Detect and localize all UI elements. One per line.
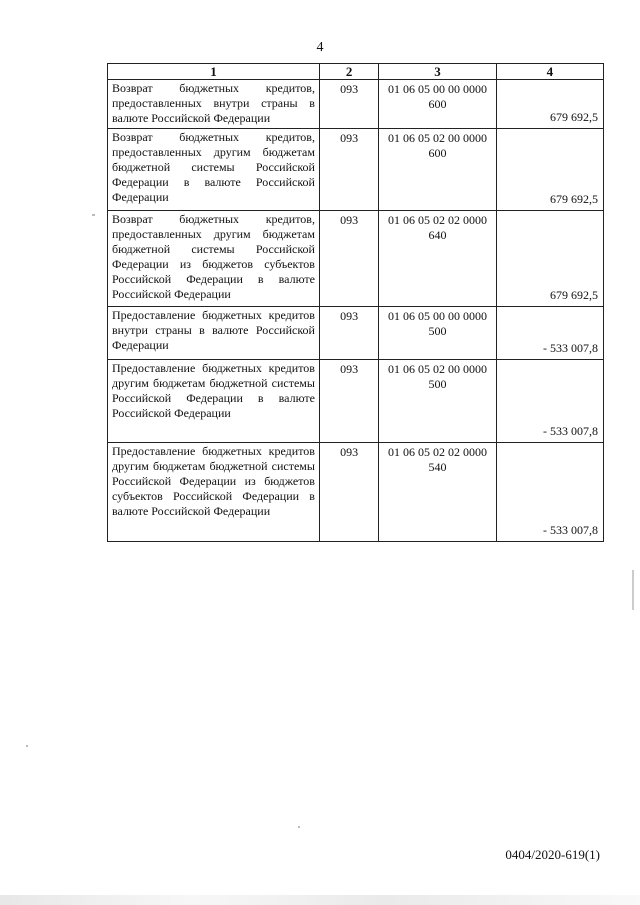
- row-kbk-code: 01 06 05 02 02 0000 540: [379, 443, 497, 542]
- row-amount: 679 692,5: [496, 129, 603, 211]
- table-row: [108, 443, 604, 542]
- header-col-2: 2: [319, 64, 378, 80]
- row-name: Предоставление бюджетных кредитов другим бюджетам бюджетной системы Российской Федерации из бюджетов субъектов Российской Федерации в валюте Российской Федерации: [108, 443, 320, 542]
- row-name: Предоставление бюджетных кредитов другим бюджетам бюджетной системы Российской Федерации в валюте Российской Федерации: [108, 360, 320, 443]
- row-kbk-code: 01 06 05 02 02 0000 640: [379, 211, 497, 307]
- scan-speck: [26, 745, 28, 747]
- row-admin-code: 093: [319, 211, 378, 307]
- row-admin-code: 093: [319, 80, 378, 129]
- table-row: [108, 360, 604, 443]
- document-registration-number: 0404/2020-619(1): [505, 847, 600, 862]
- row-kbk-code: 01 06 05 00 00 0000 500: [379, 307, 497, 360]
- header-col-3: 3: [379, 64, 497, 80]
- table-row: [108, 80, 604, 129]
- scan-speck: [92, 214, 95, 216]
- row-kbk-code: 01 06 05 02 00 0000 500: [379, 360, 497, 443]
- row-kbk-code: 01 06 05 00 00 0000 600: [379, 80, 497, 129]
- row-kbk-code: 01 06 05 02 00 0000 600: [379, 129, 497, 211]
- row-admin-code: 093: [319, 360, 378, 443]
- table-row: [108, 211, 604, 307]
- row-amount: - 533 007,8: [496, 443, 603, 542]
- row-amount: - 533 007,8: [496, 360, 603, 443]
- budget-table: [107, 63, 604, 542]
- table-header-row: [108, 64, 604, 80]
- row-admin-code: 093: [319, 129, 378, 211]
- table-row: [108, 307, 604, 360]
- page-number: 4: [316, 40, 324, 55]
- row-admin-code: 093: [319, 443, 378, 542]
- header-col-4: 4: [496, 64, 603, 80]
- table-row: [108, 129, 604, 211]
- row-amount: 679 692,5: [496, 211, 603, 307]
- row-name: Предоставление бюджетных кредитов внутри страны в валюте Российской Федерации: [108, 307, 320, 360]
- scan-speck: [298, 826, 300, 828]
- row-admin-code: 093: [319, 307, 378, 360]
- scan-edge-mark: [632, 570, 634, 610]
- row-name: Возврат бюджетных кредитов, предоставленных внутри страны в валюте Российской Федерации: [108, 80, 320, 129]
- header-col-1: 1: [108, 64, 320, 80]
- row-name: Возврат бюджетных кредитов, предоставленных другим бюджетам бюджетной системы Российской Федерации из бюджетов субъектов Российской Федерации в валюте Российской Федерации: [108, 211, 320, 307]
- row-amount: - 533 007,8: [496, 307, 603, 360]
- scan-bottom-edge: [0, 895, 640, 905]
- row-amount: 679 692,5: [496, 80, 603, 129]
- row-name: Возврат бюджетных кредитов, предоставленных другим бюджетам бюджетной системы Российской Федерации в валюте Российской Федерации: [108, 129, 320, 211]
